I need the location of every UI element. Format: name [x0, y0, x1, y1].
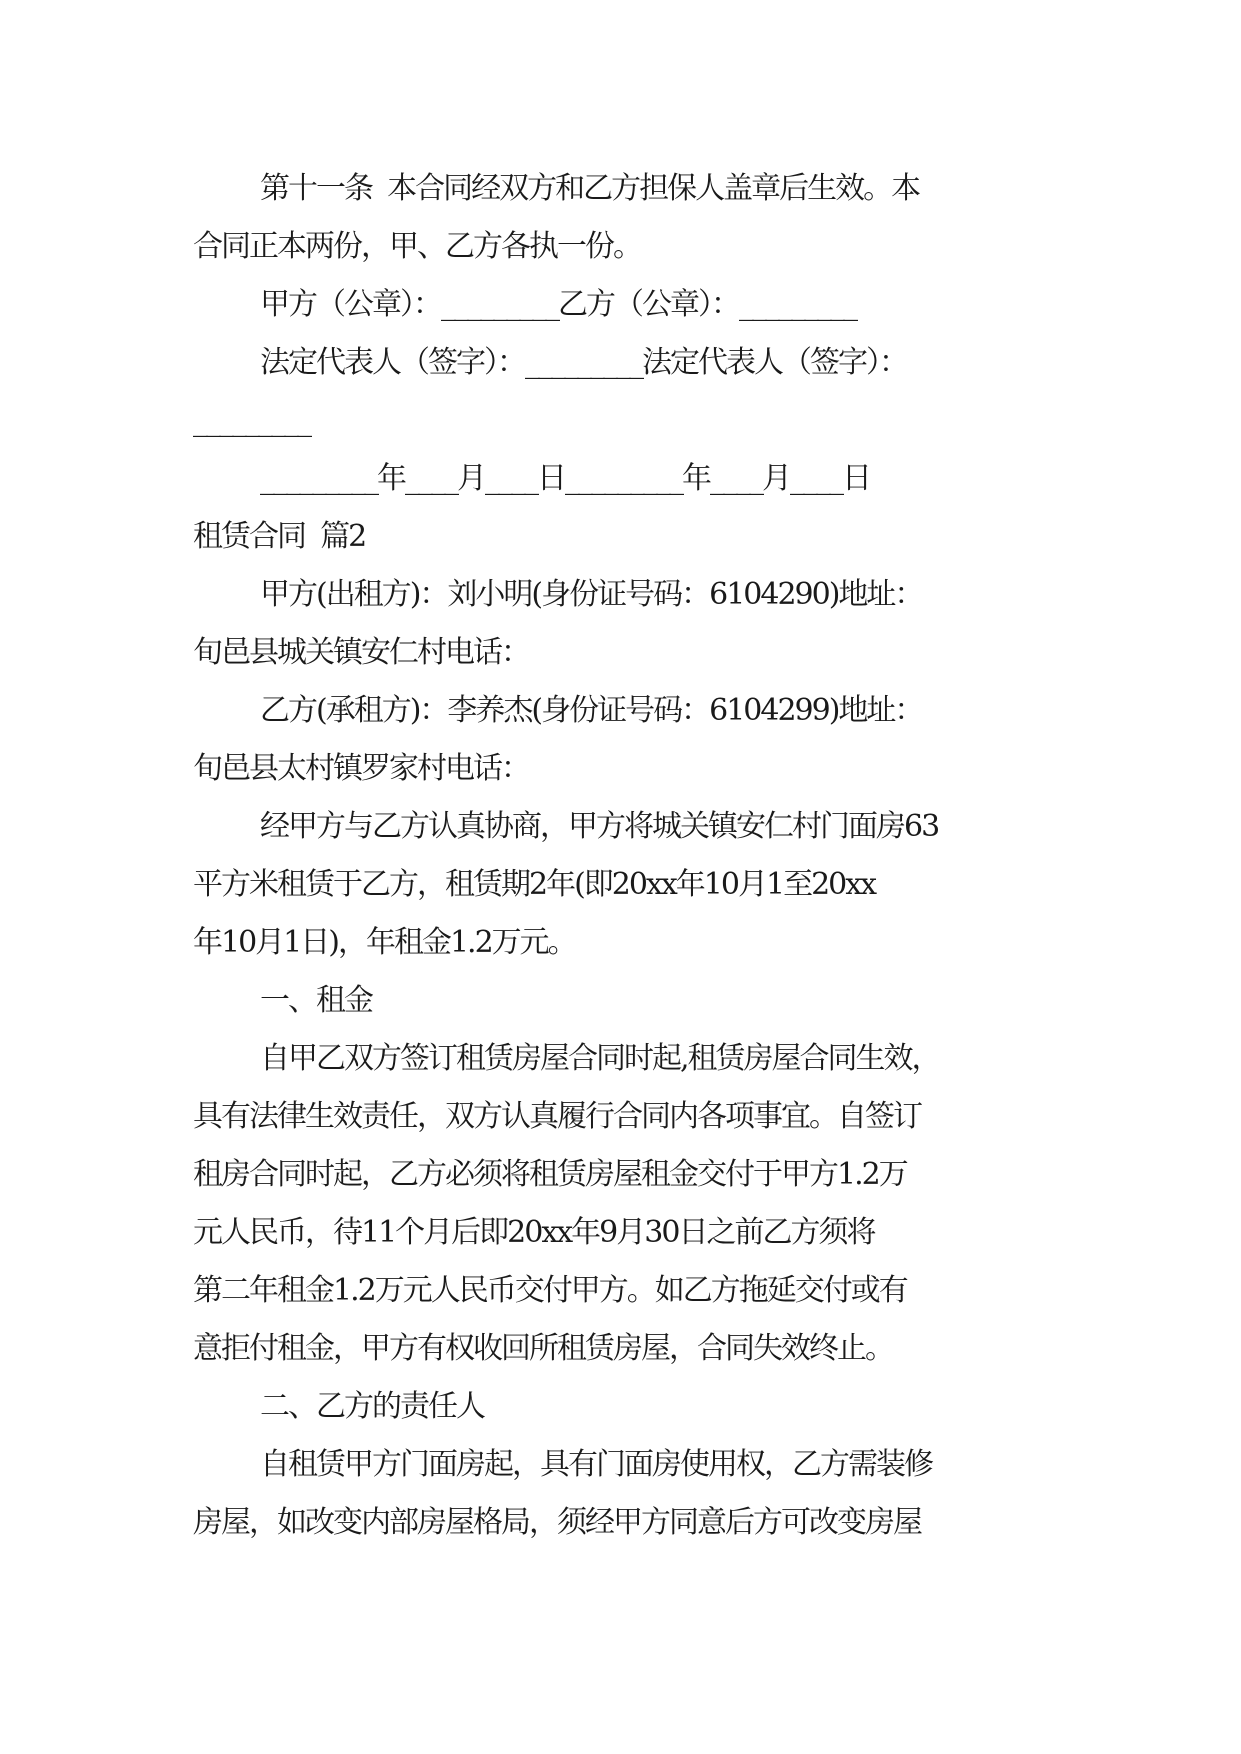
- date-line: _________年____月____日_________年____月____日: [260, 461, 870, 496]
- text-line: 年10月1日)，年租金1.2万元。: [193, 925, 576, 960]
- text-line: 第二年租金1.2万元人民币交付甲方。如乙方拖延交付或有: [193, 1273, 907, 1308]
- clause-heading-responsibility: 二、乙方的责任人: [260, 1389, 484, 1424]
- signature-line-seal: 甲方（公章）：_________乙方（公章）：_________: [260, 287, 856, 322]
- party-a-address: 旬邑县城关镇安仁村电话：: [193, 635, 529, 670]
- text-line: 房屋，如改变内部房屋格局，须经甲方同意后方可改变房屋: [193, 1505, 921, 1540]
- text-line: 合同正本两份，甲、乙方各执一份。: [193, 229, 641, 264]
- party-b-line: 乙方(承租方)：李养杰(身份证号码：6104299)地址：: [260, 693, 923, 728]
- text-line: 具有法律生效责任，双方认真履行合同内各项事宜。自签订: [193, 1099, 921, 1134]
- party-b-address: 旬邑县太村镇罗家村电话：: [193, 751, 529, 786]
- text-line: 元人民币，待11个月后即20xx年9月30日之前乙方须将: [193, 1215, 875, 1250]
- text-line: 经甲方与乙方认真协商，甲方将城关镇安仁村门面房63: [260, 809, 939, 844]
- party-a-line: 甲方(出租方)：刘小明(身份证号码：6104290)地址：: [260, 577, 923, 612]
- text-line: 自租赁甲方门面房起，具有门面房使用权，乙方需装修: [260, 1447, 932, 1482]
- text-line: 平方米租赁于乙方，租赁期2年(即20xx年10月1至20xx: [193, 867, 876, 902]
- text-line: 自甲乙双方签订租赁房屋合同时起,租赁房屋合同生效，: [260, 1041, 940, 1076]
- clause-heading-rent: 一、租金: [260, 983, 372, 1018]
- text-line: 意拒付租金，甲方有权收回所租赁房屋，合同失效终止。: [193, 1331, 893, 1366]
- signature-blank: _________: [193, 403, 310, 438]
- section-heading: 租赁合同 篇2: [193, 519, 366, 554]
- signature-line-representative: 法定代表人（签字）：_________法定代表人（签字）：: [260, 345, 907, 380]
- text-line: 租房合同时起，乙方必须将租赁房屋租金交付于甲方1.2万: [193, 1157, 907, 1192]
- text-line: 第十一条 本合同经双方和乙方担保人盖章后生效。本: [260, 171, 920, 206]
